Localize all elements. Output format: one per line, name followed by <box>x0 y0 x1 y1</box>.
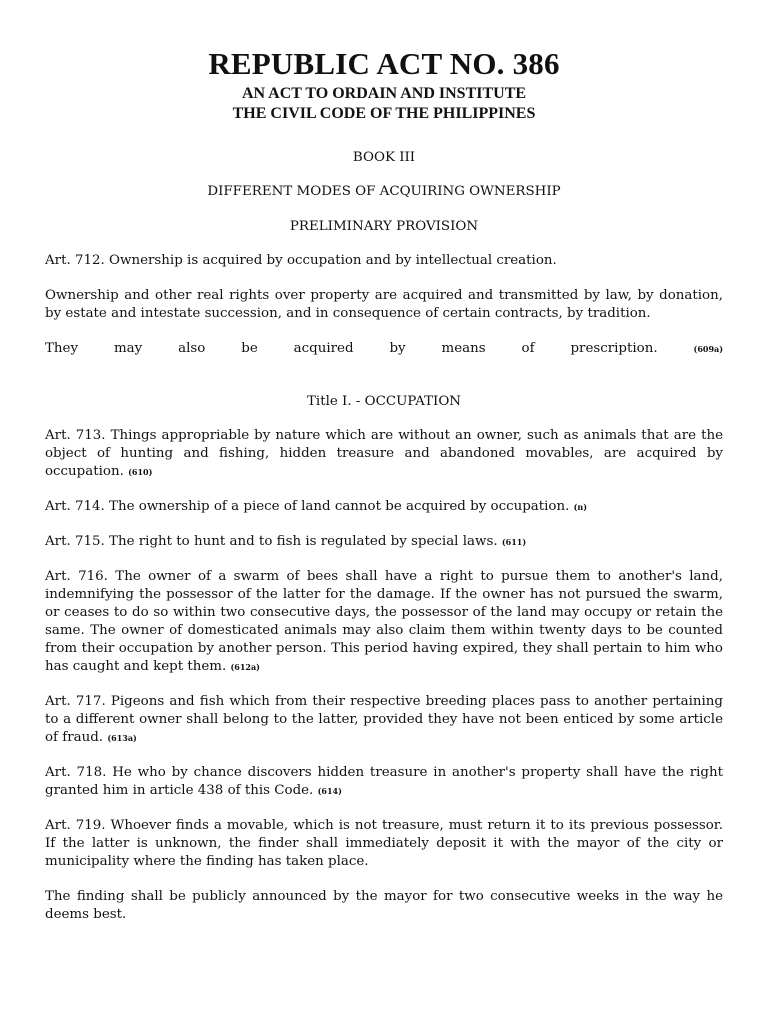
article-717-text: Art. 717. Pigeons and fish which from their respective breeding places pass to another pertaining to a different owner shall belong to the latter, provided they have not been enticed by some article of fraud. <box>45 694 723 745</box>
article-715 <box>45 533 723 551</box>
article-719 <box>45 817 723 871</box>
article-718-text: Art. 718. He who by chance discovers hidden treasure in another's property shall have the right granted him in article 438 of this Code. <box>45 765 723 798</box>
article-713-text: Art. 713. Things appropriable by nature which are without an owner, such as animals that are the object of hunting and fishing, hidden treasure and abandoned movables, are acquired by occupation. <box>45 428 723 479</box>
article-719-paragraph-2 <box>45 888 723 924</box>
article-717-citation: (613a) <box>107 733 137 743</box>
article-712-paragraph-2-text: Ownership and other real rights over property are acquired and transmitted by law, by donation, by estate and intestate succession, and in consequence of certain contracts, by tradition. <box>45 288 723 321</box>
article-712-citation: (609a) <box>693 344 723 354</box>
article-718 <box>45 764 723 800</box>
article-719-text: Art. 719. Whoever finds a movable, which is not treasure, must return it to its previous possessor. If the latter is unknown, the finder shall immediately deposit it with the mayor of the city or municipality where the finding has taken place. <box>45 818 723 869</box>
article-715-citation: (611) <box>501 537 527 547</box>
document-page <box>45 44 723 924</box>
article-712 <box>45 252 723 270</box>
article-714-text: Art. 714. The ownership of a piece of land cannot be acquired by occupation. <box>45 499 570 514</box>
article-714 <box>45 498 723 516</box>
article-712-paragraph-3-text: They may also be acquired by means of prescription. <box>45 341 658 356</box>
article-718-citation: (614) <box>317 786 342 796</box>
article-713-citation: (610) <box>128 467 153 477</box>
article-716-text: Art. 716. The owner of a swarm of bees shall have a right to pursue them to another's land, indemnifying the possessor of the latter for the damage. If the owner has not pursued the swarm, or ceases to do so within two consecutive days, the possessor of the land may occupy or retain the same. The owner of domesticated animals may also claim them within twenty days to be counted from their occupation by another person. This period having expired, they shall pertain to him who has caught and kept them. <box>45 569 723 674</box>
act-subtitle-line-1: AN ACT TO ORDAIN AND INSTITUTE <box>241 85 527 102</box>
act-title: REPUBLIC ACT NO. 386 <box>208 46 560 81</box>
book-title-heading: DIFFERENT MODES OF ACQUIRING OWNERSHIP <box>207 184 561 199</box>
book-heading: BOOK III <box>352 150 416 165</box>
title-1-heading: Title I. - OCCUPATION <box>306 394 462 409</box>
article-712-paragraph-3 <box>45 340 723 358</box>
preliminary-heading: PRELIMINARY PROVISION <box>289 219 479 234</box>
article-716 <box>45 568 723 676</box>
article-713 <box>45 427 723 481</box>
article-719-paragraph-2-text: The finding shall be publicly announced by the mayor for two consecutive weeks in the way he deems best. <box>45 889 723 922</box>
article-714-citation: (n) <box>573 502 588 512</box>
act-subtitle-line-2: THE CIVIL CODE OF THE PHILIPPINES <box>232 105 536 122</box>
article-717 <box>45 693 723 747</box>
article-715-text: Art. 715. The right to hunt and to fish is regulated by special laws. <box>45 534 498 549</box>
article-712-paragraph-2 <box>45 287 723 323</box>
article-716-citation: (612a) <box>230 662 260 672</box>
article-712-text: Art. 712. Ownership is acquired by occupation and by intellectual creation. <box>45 253 557 268</box>
